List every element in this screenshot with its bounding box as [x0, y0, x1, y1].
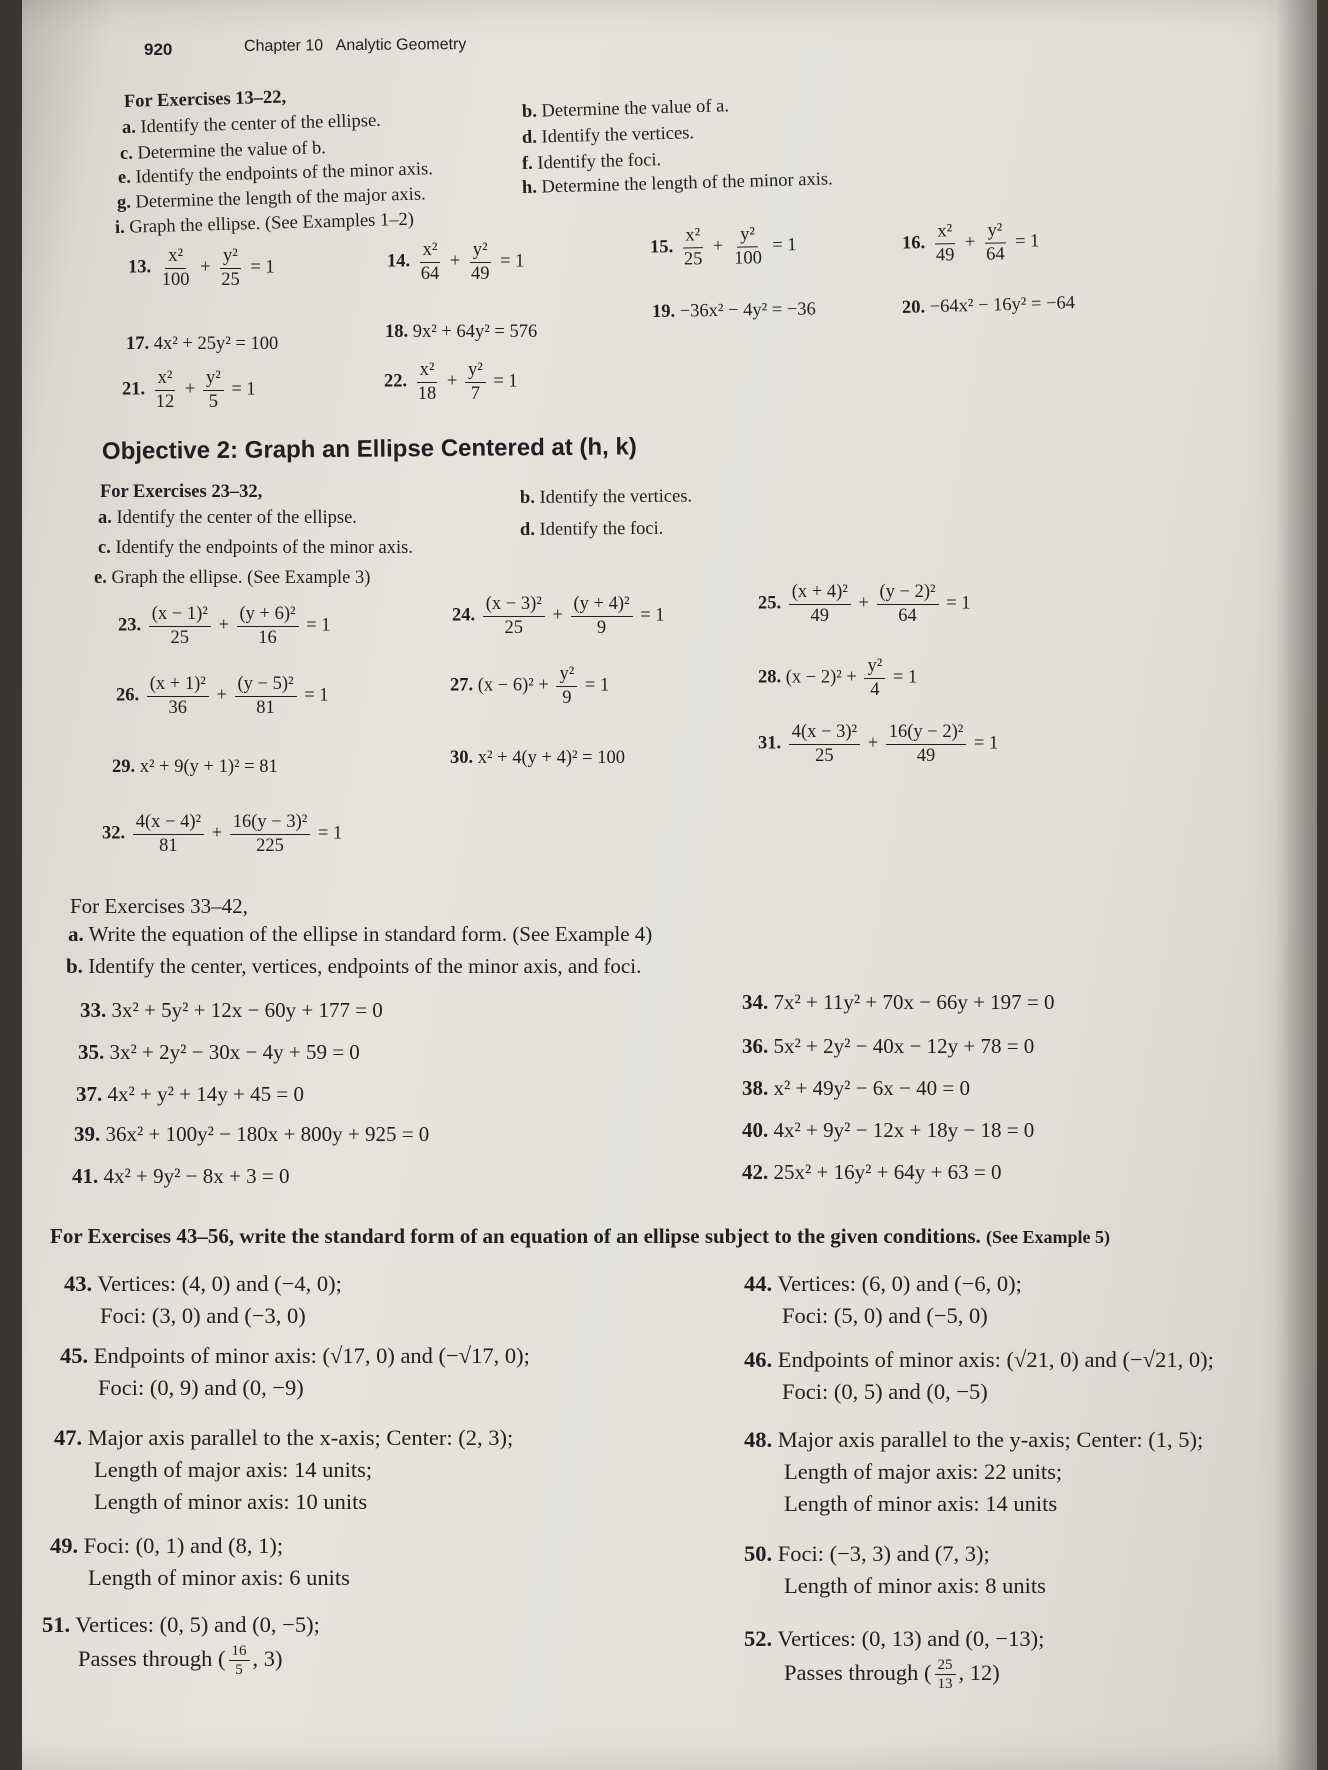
- exercise-35: 35. 3x² + 2y² − 30x − 4y + 59 = 0: [78, 1040, 360, 1064]
- s1-item-b: b. Determine the value of a.: [521, 96, 730, 122]
- s1-item-d: d. Identify the vertices.: [521, 123, 695, 148]
- exercise-39: 39. 36x² + 100y² − 180x + 800y + 925 = 0: [74, 1122, 430, 1146]
- exercise-29: 29. x² + 9(y + 1)² = 81: [112, 757, 278, 777]
- exercise-49: 49. Foci: (0, 1) and (8, 1); Length of minor axis: 6 units: [50, 1533, 350, 1590]
- section1-intro: For Exercises 13–22,: [123, 87, 287, 112]
- s2-item-e: e. Graph the ellipse. (See Example 3): [94, 568, 371, 588]
- exercise-28: 28. (x − 2)² + $\frac{\text{y²}}{4}$ = 1: [758, 656, 918, 700]
- exercise-45: 45. Endpoints of minor axis: (√17, 0) and (−√17, 0); Foci: (0, 9) and (0, −9): [60, 1343, 530, 1400]
- textbook-page: [22, 0, 1317, 1770]
- s1-item-a: a. Identify the center of the ellipse.: [121, 110, 382, 138]
- s2-item-b: b. Identify the vertices.: [519, 486, 693, 508]
- s1-item-f: f. Identify the foci.: [521, 150, 662, 174]
- exercise-17: 17. 4x² + 25y² = 100: [126, 334, 279, 354]
- exercise-50: 50. Foci: (−3, 3) and (7, 3); Length of minor axis: 8 units: [744, 1541, 1046, 1598]
- page-number: 920: [144, 40, 173, 59]
- exercise-31: 31. $\frac{\text{4(x − 3)²}}{25}$ + $\frac{\text{16(y − 2)²}}{49}$ = 1: [758, 722, 999, 766]
- chapter-title: Analytic Geometry: [335, 36, 467, 55]
- s2-item-c: c. Identify the endpoints of the minor axis.: [98, 538, 413, 558]
- section3-intro: For Exercises 33–42,: [70, 894, 248, 918]
- exercise-48: 48. Major axis parallel to the y-axis; Center: (1, 5); Length of major axis: 22 units; Length of minor axis: 14 units: [744, 1427, 1204, 1516]
- exercise-25: 25. $\frac{\text{(x + 4)²}}{49}$ + $\frac{\text{(y − 2)²}}{64}$ = 1: [758, 582, 971, 626]
- exercise-18: 18. 9x² + 64y² = 576: [385, 322, 538, 342]
- exercise-52: 52. Vertices: (0, 13) and (0, −13); Passes through ( $\frac{25}{13}$ , 12): [744, 1626, 1045, 1693]
- exercise-51: 51. Vertices: (0, 5) and (0, −5); Passes through ( $\frac{16}{5}$ , 3): [42, 1612, 320, 1679]
- exercise-20: 20. −64x² − 16y² = −64: [901, 293, 1076, 318]
- s1-item-g: g. Determine the length of the major axis.: [116, 184, 426, 213]
- exercise-13: 13. $\frac{\text{x²}}{100}$ + $\frac{\text{y²}}{25}$ = 1: [128, 246, 275, 290]
- exercise-46: 46. Endpoints of minor axis: (√21, 0) and (−√21, 0); Foci: (0, 5) and (0, −5): [744, 1347, 1214, 1404]
- exercise-40: 40. 4x² + 9y² − 12x + 18y − 18 = 0: [742, 1118, 1035, 1142]
- s3-item-b: b. Identify the center, vertices, endpoints of the minor axis, and foci.: [66, 954, 642, 978]
- page-edge-shadow: [1277, 0, 1317, 1770]
- exercise-16: 16. $\frac{\text{x²}}{49}$ + $\frac{\text{y²}}{64}$ = 1: [901, 220, 1040, 266]
- exercise-41: 41. 4x² + 9y² − 8x + 3 = 0: [72, 1164, 290, 1188]
- objective2-intro: For Exercises 23–32,: [100, 482, 263, 502]
- s2-item-a: a. Identify the center of the ellipse.: [98, 508, 357, 528]
- exercise-21: 21. $\frac{\text{x²}}{12}$ + $\frac{\text{y²}}{5}$ = 1: [122, 368, 256, 412]
- chapter-header: [244, 36, 466, 56]
- exercise-38: 38. x² + 49y² − 6x − 40 = 0: [742, 1076, 970, 1100]
- exercise-37: 37. 4x² + y² + 14y + 45 = 0: [76, 1082, 304, 1106]
- exercise-14: 14. $\frac{\text{x²}}{64}$ + $\frac{\text{y²}}{49}$ = 1: [387, 240, 525, 284]
- exercise-30: 30. x² + 4(y + 4)² = 100: [450, 748, 625, 768]
- s1-item-h: h. Determine the length of the minor axis.: [521, 169, 833, 198]
- exercise-23: 23. $\frac{\text{(x − 1)²}}{25}$ + $\frac{\text{(y + 6)²}}{16}$ = 1: [118, 604, 331, 648]
- s2-item-d: d. Identify the foci.: [519, 518, 664, 540]
- exercise-19: 19. −36x² − 4y² = −36: [651, 299, 816, 322]
- exercise-36: 36. 5x² + 2y² − 40x − 12y + 78 = 0: [742, 1034, 1035, 1058]
- s3-item-a: a. Write the equation of the ellipse in standard form. (See Example 4): [68, 922, 653, 946]
- exercise-44: 44. Vertices: (6, 0) and (−6, 0); Foci: (5, 0) and (−5, 0): [744, 1271, 1022, 1328]
- objective-2-title: Objective 2: Graph an Ellipse Centered at (h, k): [101, 433, 637, 465]
- section4-intro: For Exercises 43–56, write the standard form of an equation of an ellipse subject to the given conditions. (See Example 5): [50, 1224, 1111, 1248]
- exercise-34: 34. 7x² + 11y² + 70x − 66y + 197 = 0: [742, 990, 1055, 1014]
- exercise-22: 22. $\frac{\text{x²}}{18}$ + $\frac{\text{y²}}{7}$ = 1: [384, 360, 518, 404]
- s1-item-c: c. Determine the value of b.: [119, 138, 327, 164]
- exercise-47: 47. Major axis parallel to the x-axis; Center: (2, 3); Length of major axis: 14 units; Length of minor axis: 10 units: [54, 1425, 514, 1514]
- exercise-24: 24. $\frac{\text{(x − 3)²}}{25}$ + $\frac{\text{(y + 4)²}}{9}$ = 1: [452, 594, 665, 638]
- exercise-43: 43. Vertices: (4, 0) and (−4, 0); Foci: (3, 0) and (−3, 0): [64, 1271, 342, 1328]
- exercise-27: 27. (x − 6)² + $\frac{\text{y²}}{9}$ = 1: [450, 664, 610, 708]
- exercise-42: 42. 25x² + 16y² + 64y + 63 = 0: [742, 1160, 1002, 1184]
- s1-item-e: e. Identify the endpoints of the minor axis.: [117, 159, 434, 188]
- chapter-label: Chapter 10: [243, 37, 324, 55]
- exercise-33: 33. 3x² + 5y² + 12x − 60y + 177 = 0: [80, 998, 383, 1022]
- exercise-15: 15. $\frac{\text{x²}}{25}$ + $\frac{\text{y²}}{100}$ = 1: [649, 224, 797, 270]
- exercise-26: 26. $\frac{\text{(x + 1)²}}{36}$ + $\frac{\text{(y − 5)²}}{81}$ = 1: [116, 674, 329, 718]
- exercise-32: 32. $\frac{\text{4(x − 4)²}}{81}$ + $\frac{\text{16(y − 3)²}}{225}$ = 1: [102, 812, 343, 856]
- s1-item-i: i. Graph the ellipse. (See Examples 1–2): [114, 209, 415, 238]
